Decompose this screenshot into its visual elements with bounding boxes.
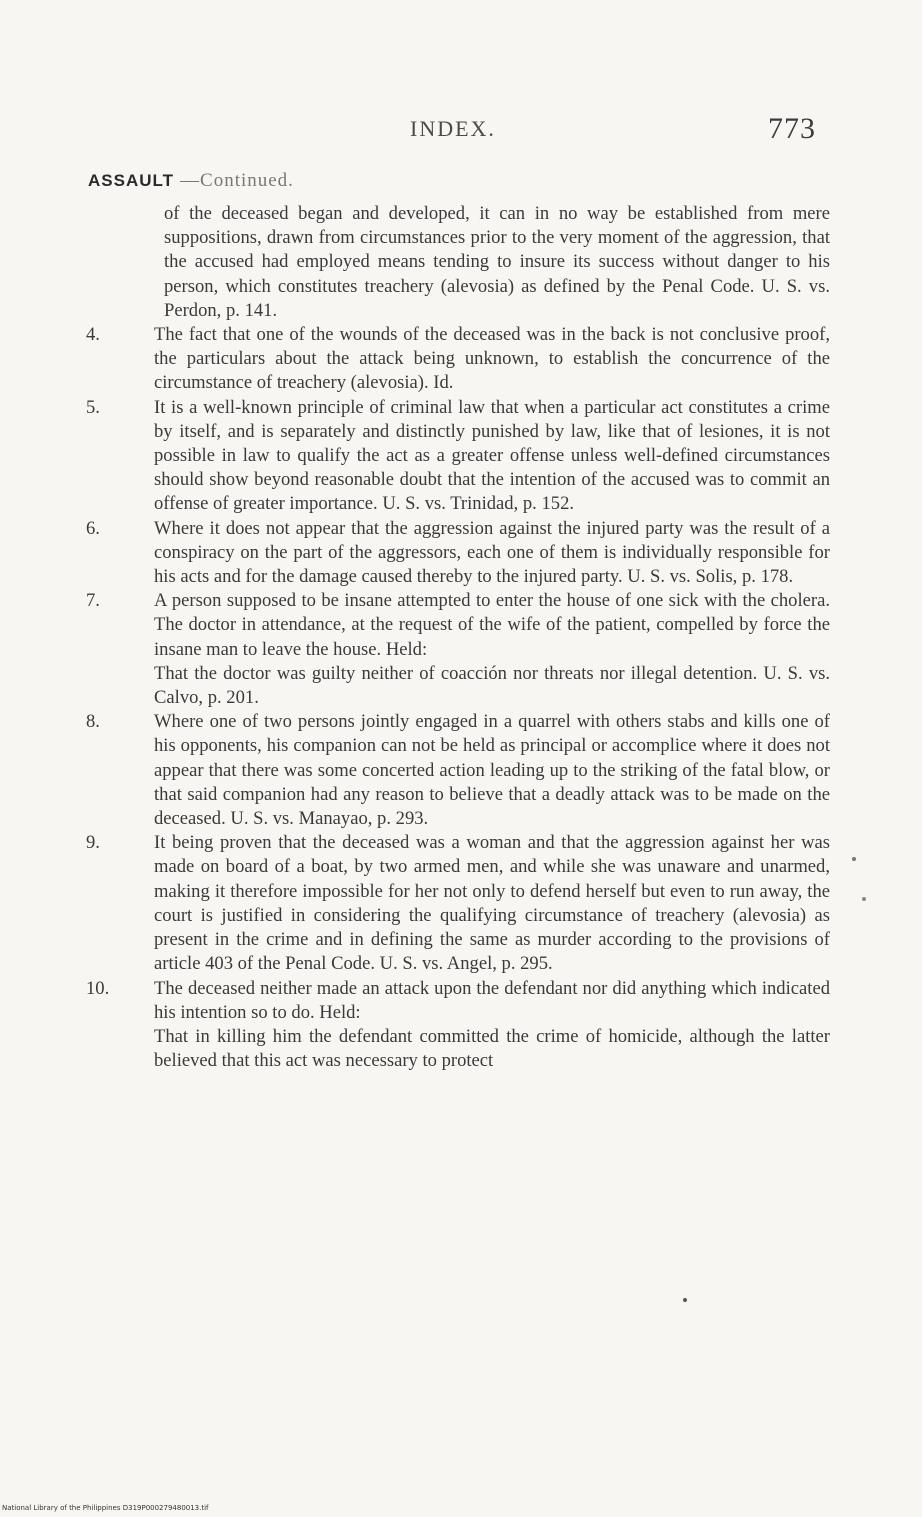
index-paragraph-10-holding [120, 1025, 830, 1073]
index-paragraph-6 [86, 517, 830, 590]
index-paragraph-4 [86, 323, 830, 396]
paragraph-text: of the deceased began and developed, it can in no way be established from mere suppositions, drawn from circumstances prior to the very moment of the aggression, that the accused had employed means tending to insure its success without danger to his person, which constitutes treachery (alevosia) as defined by the Penal Code. U. S. vs. Perdon, p. 141. [164, 203, 830, 321]
paragraph-number: 5. [86, 396, 100, 418]
paragraph-text: It being proven that the deceased was a woman and that the aggression against her was made on board of a boat, by two armed men, and while she was unaware and unarmed, making it therefore impossible for her not only to defend herself but even to run away, the court is justified in considering the qualifying circumstance of treachery (alevosia) as present in the crime and in defining the same as murder according to the provisions of article 403 of the Penal Code. U. S. vs. Angel, p. 295. [154, 832, 830, 975]
paragraph-text: Where it does not appear that the aggression against the injured party was the result of a conspiracy on the part of the aggressors, each one of them is individually responsible for his acts and for the damage caused thereby to the injured party. U. S. vs. Solis, p. 178. [154, 517, 830, 588]
paragraph-text: It is a well-known principle of criminal law that when a particular act constitutes a crime by itself, and is separately and distinctly punished by law, like that of lesiones, it is not possible in law to qualify the act as a greater offense unless well-defined circumstances should show beyond reasonable doubt that the intention of the accused was to commit an offense of greater importance. U. S. vs. Trinidad, p. 152. [154, 396, 830, 515]
scan-credit: National Library of the Philippines D319P000279480013.tif [2, 1504, 209, 1512]
index-body [86, 202, 830, 1073]
index-paragraph-7-holding [120, 662, 830, 710]
page-number: 773 [768, 112, 816, 145]
entry-heading-continued: —Continued. [180, 170, 294, 191]
paragraph-text: The deceased neither made an attack upon the defendant nor did anything which indicated his intention so to do. Held: [154, 977, 830, 1023]
index-paragraph-9 [86, 831, 830, 976]
entry-heading [88, 170, 294, 192]
paragraph-number: 4. [86, 324, 100, 346]
entry-heading-title: ASSAULT [88, 171, 175, 190]
paragraph-text: The fact that one of the wounds of the deceased was in the back is not conclusive proof, the particulars about the attack being unknown, to establish the concurrence of the circumstance of treachery (alevosia). Id. [154, 324, 830, 394]
paragraph-number: 8. [86, 711, 100, 733]
index-paragraph-7 [86, 589, 830, 662]
paragraph-number: 6. [86, 517, 100, 539]
ink-speck [862, 897, 866, 901]
paragraph-number: 7. [86, 590, 100, 612]
index-paragraph-8 [86, 710, 830, 831]
ink-speck [852, 857, 856, 861]
index-paragraph-5 [86, 396, 830, 517]
paragraph-text: That in killing him the defendant committed the crime of homicide, although the latter believed that this act was necessary to protect [154, 1025, 830, 1072]
paragraph-text: Where one of two persons jointly engaged in a quarrel with others stabs and kills one of his opponents, his companion can not be held as principal or accomplice where it does not appear that there was some concerted action leading up to the striking of the fatal blow, or that said companion had any reason to believe that a deadly attack was to be made on the deceased. U. S. vs. Manayao, p. 293. [154, 711, 830, 830]
paragraph-number: 10. [86, 977, 110, 999]
index-paragraph-continued [120, 202, 830, 323]
paragraph-text: That the doctor was guilty neither of coacción nor threats nor illegal detention. U. S. vs. Calvo, p. 201. [154, 662, 830, 709]
index-paragraph-10 [86, 977, 830, 1025]
paragraph-number: 9. [86, 832, 100, 854]
paragraph-text: A person supposed to be insane attempted to enter the house of one sick with the cholera. The doctor in attendance, at the request of the wife of the patient, compelled by force the insane man to leave the house. Held: [154, 590, 830, 660]
ink-speck [683, 1298, 687, 1302]
running-title: INDEX. [410, 116, 496, 141]
page-header [0, 112, 922, 152]
